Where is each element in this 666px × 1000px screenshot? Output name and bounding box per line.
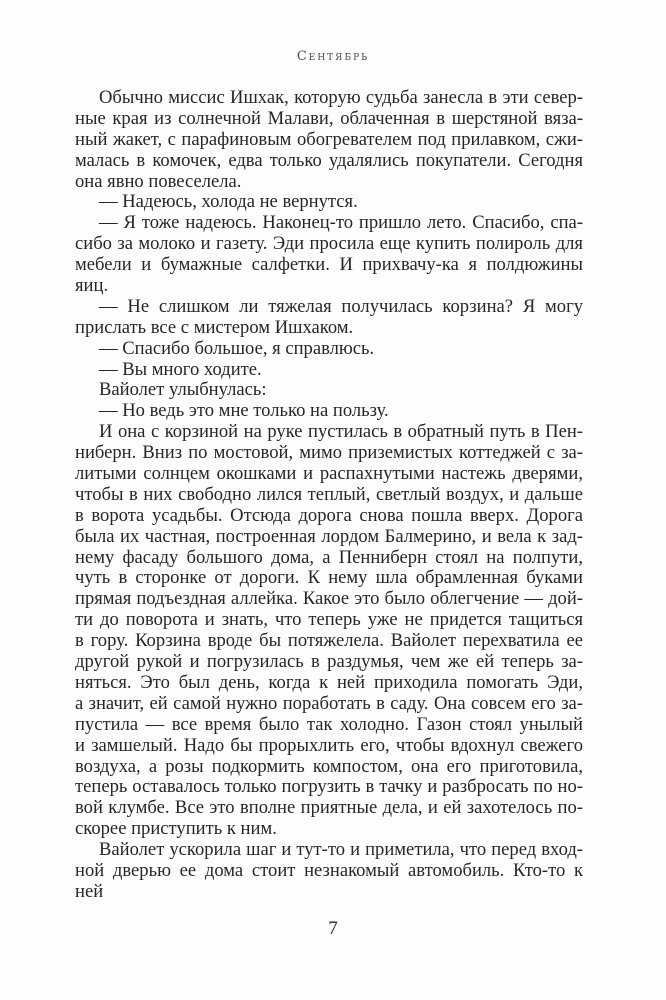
text-line: — Но ведь это мне только на пользу. (99, 400, 389, 422)
text-line: — Спасибо большое, я справлюсь. (99, 337, 375, 359)
text-line: нему фасаду большого дома, а Пенниберн стоял на полпути, (75, 546, 583, 568)
text-line: другой рукой и погрузилась в раздумья, чем же ей теперь за- (75, 651, 583, 673)
text-line: пустила — все время было так холодно. Газон стоял унылый (75, 713, 583, 735)
body-text (75, 87, 583, 902)
text-line: ниберн. Вниз по мостовой, мимо приземистых коттеджей с за- (75, 442, 583, 464)
page-number: 7 (328, 918, 338, 939)
text-line: И она с корзиной на руке пустилась в обратный путь в Пен- (99, 421, 583, 443)
text-line: сибо за молоко и газету. Эди просила еще купить полироль для (75, 233, 583, 255)
text-line: прямая подъездная аллейка. Какое это было облегчение — дой- (75, 588, 583, 610)
text-line: ной дверью ее дома стоит незнакомый автомобиль. Кто-то к ней (75, 859, 583, 902)
text-line: литыми солнцем окошками и распахнутыми настежь дверями, (75, 463, 583, 485)
text-line: ные края из солнечной Малави, облаченная в шерстяной вяза- (75, 107, 583, 129)
text-line: Вайолет улыбнулась: (99, 379, 267, 401)
text-line: в ворота усадьбы. Отсюда дорога снова пошла вверх. Дорога (75, 504, 583, 526)
text-line: мебели и бумажные салфетки. И прихвачу-ка я полдюжины (75, 254, 583, 276)
text-line: малась в комочек, едва только удалялись покупатели. Сегодня (75, 149, 583, 171)
text-line: воздуха, а розы подкормить компостом, она его приготовила, (75, 755, 583, 777)
text-line: — Вы много ходите. (99, 358, 262, 380)
text-line: няться. Это был день, когда к ней приходила помогать Эди, (75, 671, 583, 693)
text-line: яиц. (75, 275, 109, 297)
text-line: Обычно миссис Ишхак, которую судьба занесла в эти север- (99, 87, 583, 108)
text-line: в гору. Корзина вроде бы потяжелела. Вайолет перехватила ее (75, 630, 583, 652)
text-line: прислать все с мистером Ишхаком. (75, 316, 354, 338)
text-line: — Надеюсь, холода не вернутся. (99, 191, 358, 213)
text-line: скорее приступить к ним. (75, 818, 277, 840)
text-line: — Не слишком ли тяжелая получилась корзина? Я могу (99, 295, 583, 317)
text-line: ный жакет, с парафиновым обогревателем под прилавком, сжи- (75, 128, 583, 150)
text-line: а значит, ей самой нужно поработать в саду. Она совсем его за- (75, 692, 583, 714)
text-line: была их частная, построенная лордом Балмерино, и вела к зад- (75, 525, 583, 547)
text-line: — Я тоже надеюсь. Наконец-то пришло лето. Спасибо, спа- (99, 212, 583, 234)
text-line: Вайолет ускорила шаг и тут-то и приметила, что перед вход- (99, 839, 583, 861)
running-head: Сентябрь (296, 49, 370, 64)
text-line: теперь оставалось только погрузить в тачку и разбросать по но- (75, 776, 583, 798)
text-line: чтобы в них свободно лился теплый, светлый воздух, и дальше (75, 483, 583, 505)
text-line: ти до поворота и знать, что теперь уже не придется тащиться (75, 609, 583, 631)
text-line: и замшелый. Надо бы прорыхлить его, чтобы вдохнул свежего (75, 734, 583, 756)
text-line: чуть в сторонке от дороги. К нему шла обрамленная буками (75, 567, 583, 589)
text-line: она явно повеселела. (75, 170, 242, 192)
text-line: вой клумбе. Все это вполне приятные дела, и ей захотелось по- (75, 797, 583, 819)
